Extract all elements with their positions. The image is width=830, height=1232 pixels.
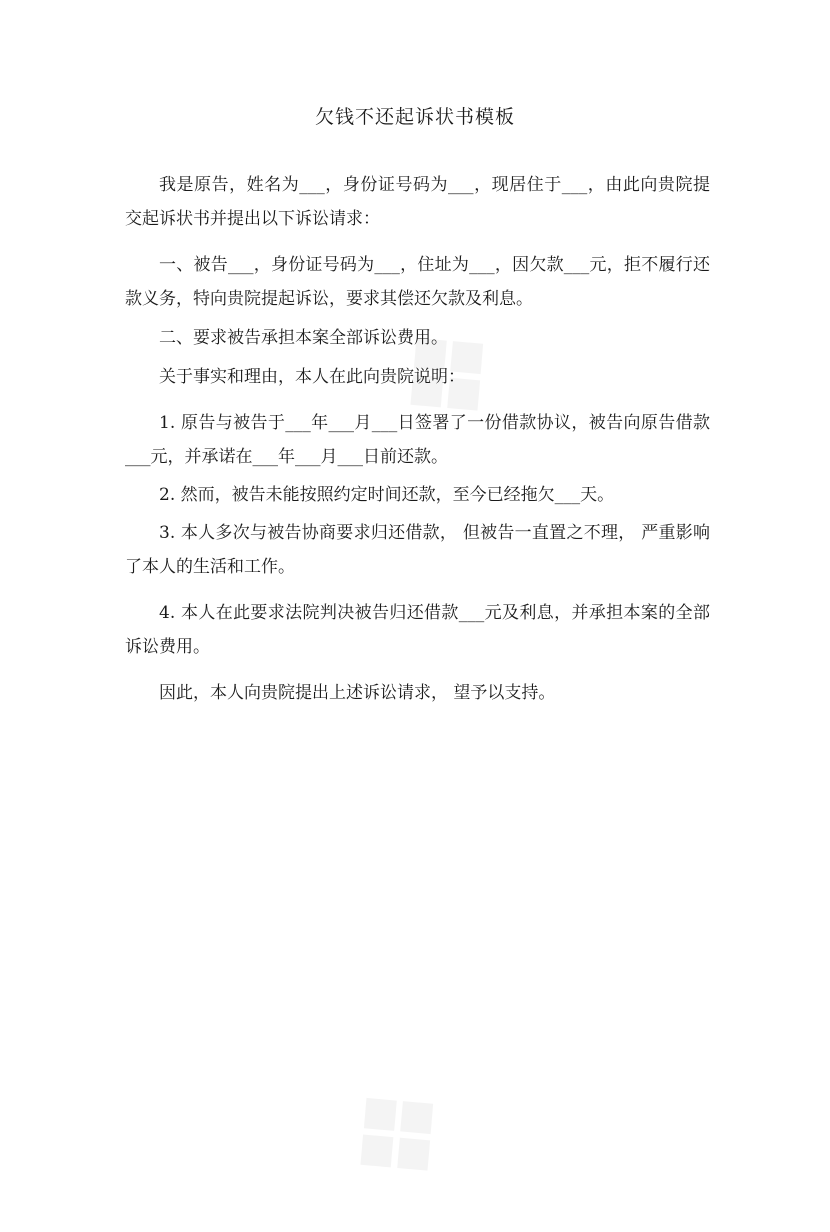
document-body (125, 168, 710, 710)
paragraph-claim-2: 二、要求被告承担本案全部诉讼费用。 (159, 328, 448, 348)
document-title: 欠钱不还起诉状书模板 (314, 106, 515, 128)
paragraph-plaintiff-intro: 我是原告，姓名为___，身份证号码为___，现居住于___，由此向贵院提交起诉状书并提出以下诉讼请求： (125, 175, 710, 229)
paragraph-claim-1: 一、被告___，身份证号码为___，住址为___，因欠款___元，拒不履行还款义务，特向贵院提起诉讼，要求其偿还欠款及利息。 (125, 255, 710, 309)
paragraph-facts-intro: 关于事实和理由，本人在此向贵院说明： (159, 367, 465, 387)
paragraph-conclusion: 因此，本人向贵院提出上述诉讼请求， 望予以支持。 (159, 683, 556, 703)
paragraph-fact-4: 4. 本人在此要求法院判决被告归还借款___元及利息，并承担本案的全部诉讼费用。 (125, 603, 710, 657)
paragraph-fact-2: 2. 然而，被告未能按照约定时间还款，至今已经拖欠___天。 (159, 485, 615, 505)
paragraph-fact-3: 3. 本人多次与被告协商要求归还借款， 但被告一直置之不理， 严重影响了本人的生活和工作。 (125, 523, 710, 577)
paragraph-fact-1: 1. 原告与被告于___年___月___日签署了一份借款协议，被告向原告借款___元，并承诺在___年___月___日前还款。 (125, 413, 710, 467)
